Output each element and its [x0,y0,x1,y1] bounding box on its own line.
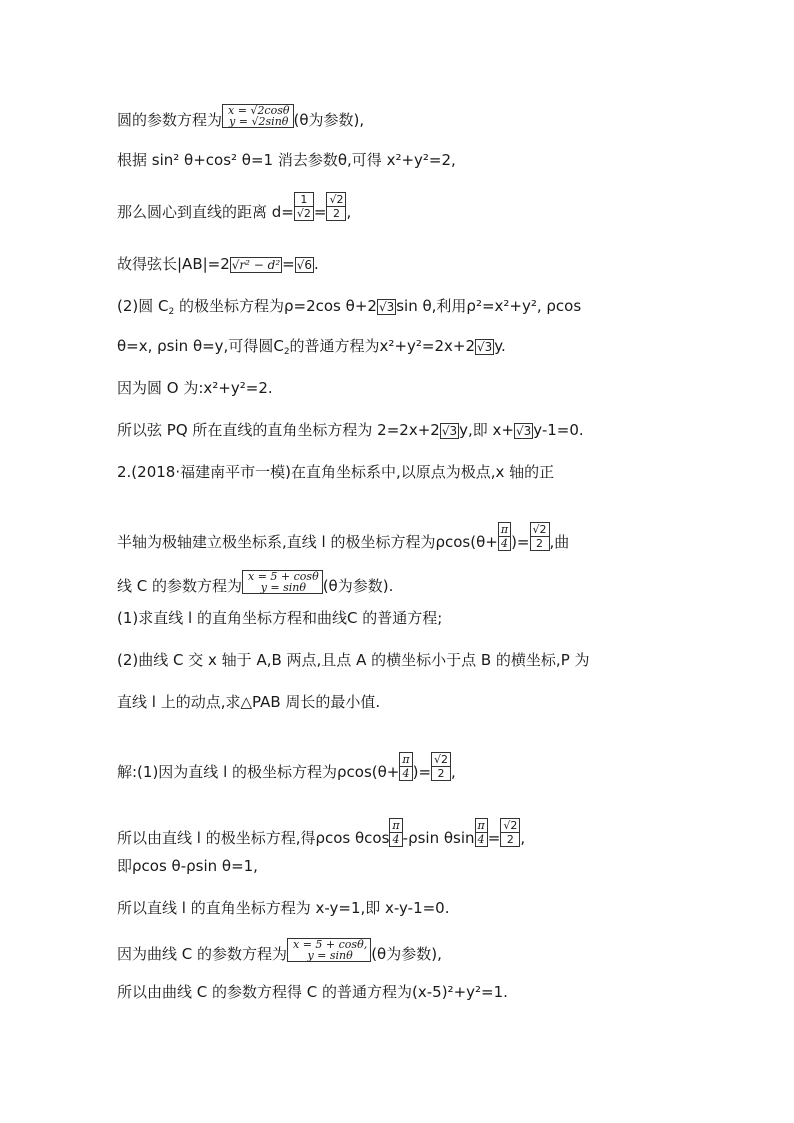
fraction [498,522,511,551]
line-simplified [117,856,258,876]
line-question2 [117,650,590,670]
text: (θ为参数), [293,111,365,129]
eq-y: y = sinθ [260,581,306,594]
param-system [287,938,371,962]
text: 那么圆心到直线的距离 d= [117,203,294,221]
line-curve-param [117,938,442,964]
line-eliminate-param [117,150,456,170]
text: = [282,255,295,273]
line-part2-cartesian [117,336,506,356]
eq-x: x = 5 + cosθ [248,570,319,583]
numerator: √2 [530,522,550,536]
text: )= [412,763,432,781]
denominator: 2 [530,536,550,551]
param-system [222,104,293,128]
radical: √3 [477,340,493,354]
radical: √r² − d² [231,258,281,272]
line-line-cartesian [117,898,450,918]
fraction [500,818,520,847]
text: 所以弦 PQ 所在直线的直角坐标方程为 2=2x+2 [117,421,440,439]
numerator: π [399,752,412,766]
radical: √6 [296,258,313,272]
text: 故得弦长|AB|=2 [117,255,230,273]
fraction [389,818,402,847]
text: 根据 sin² θ+cos² θ=1 消去参数θ,可得 x²+y²=2, [117,151,456,169]
numerator: √2 [326,192,346,206]
text: = [487,829,501,847]
text: 所以由直线 l 的极坐标方程,得ρcos θcos [117,829,390,847]
text: 因为曲线 C 的参数方程为 [117,945,288,963]
fraction [326,192,346,221]
numerator: √2 [431,752,451,766]
line-problem2-param [117,570,393,596]
text: . [314,255,319,273]
text: θ=x, ρsin θ=y,可得圆C [117,337,284,355]
text: 所以直线 l 的直角坐标方程为 x-y=1,即 x-y-1=0. [117,899,450,917]
text: y,即 x+ [459,421,514,439]
denominator: 4 [399,766,412,781]
numerator: π [498,522,511,536]
text: y. [494,337,506,355]
text: 即ρcos θ-ρsin θ=1, [117,857,258,875]
text: -ρsin θsin [402,829,475,847]
denominator: 2 [500,832,520,847]
numerator: π [475,818,488,832]
text: y-1=0. [533,421,584,439]
numerator: π [389,818,402,832]
eq-x: x = √2cosθ [228,104,290,117]
line-part2-polar [117,296,581,316]
subscript: 2 [283,347,290,357]
denominator: 2 [326,206,346,221]
text: , [346,203,352,221]
text: , [520,829,526,847]
text: 直线 l 上的动点,求△PAB 周长的最小值. [117,693,381,711]
line-distance [117,192,351,222]
text: 的极坐标方程为ρ=2cos θ+2 [174,297,377,315]
text: sin θ,利用ρ²=x²+y², ρcos [396,297,582,315]
eq-y: y = √2sinθ [229,115,289,128]
text: 2.(2018·福建南平市一模)在直角坐标系中,以原点为极点,x 轴的正 [117,463,555,481]
line-solution1 [117,752,456,782]
radical: √3 [515,424,532,438]
text: 圆的参数方程为 [117,111,223,129]
line-chord-pq [117,420,584,440]
text: 所以由曲线 C 的参数方程得 C 的普通方程为(x-5)²+y²=1. [117,983,508,1001]
fraction [530,522,550,551]
radical: √3 [441,424,458,438]
text: 半轴为极轴建立极坐标系,直线 l 的极坐标方程为ρcos(θ+ [117,533,498,551]
text: , [451,763,456,781]
denominator: 4 [498,536,511,551]
line-problem2-header [117,462,554,482]
fraction [399,752,412,781]
fraction [294,192,314,221]
text: (θ为参数), [371,945,442,963]
denominator: √2 [294,206,314,221]
radical: √3 [378,300,395,314]
denominator: 4 [389,832,402,847]
text: (1)求直线 l 的直角坐标方程和曲线C 的普通方程; [117,609,443,627]
eq-x: x = 5 + cosθ, [293,938,368,951]
line-solution1-expand [117,818,525,848]
text: )= [511,533,530,551]
line-param-eq-circle [117,104,364,130]
text: (2)曲线 C 交 x 轴于 A,B 两点,且点 A 的横坐标小于点 B 的横坐标,P 为 [117,651,590,669]
subscript: 2 [168,307,175,317]
line-circle-o [117,378,273,398]
text: ,曲 [549,533,570,551]
denominator: 4 [475,832,488,847]
text: (θ为参数). [322,577,394,595]
line-problem2-polar [117,522,569,552]
line-question2-cont [117,692,380,712]
line-chord-length [117,254,319,274]
denominator: 2 [431,766,451,781]
fraction [475,818,488,847]
text: 的普通方程为x²+y²=2x+2 [289,337,475,355]
param-system [242,570,323,594]
text: = [313,203,327,221]
fraction [431,752,451,781]
line-question1 [117,608,442,628]
text: 因为圆 O 为:x²+y²=2. [117,379,273,397]
text: 解:(1)因为直线 l 的极坐标方程为ρcos(θ+ [117,763,400,781]
eq-y: y = sinθ [307,949,353,962]
text: 线 C 的参数方程为 [117,577,243,595]
numerator: 1 [294,192,314,206]
numerator: √2 [500,818,520,832]
line-curve-standard [117,982,508,1002]
text: (2)圆 C [117,297,169,315]
